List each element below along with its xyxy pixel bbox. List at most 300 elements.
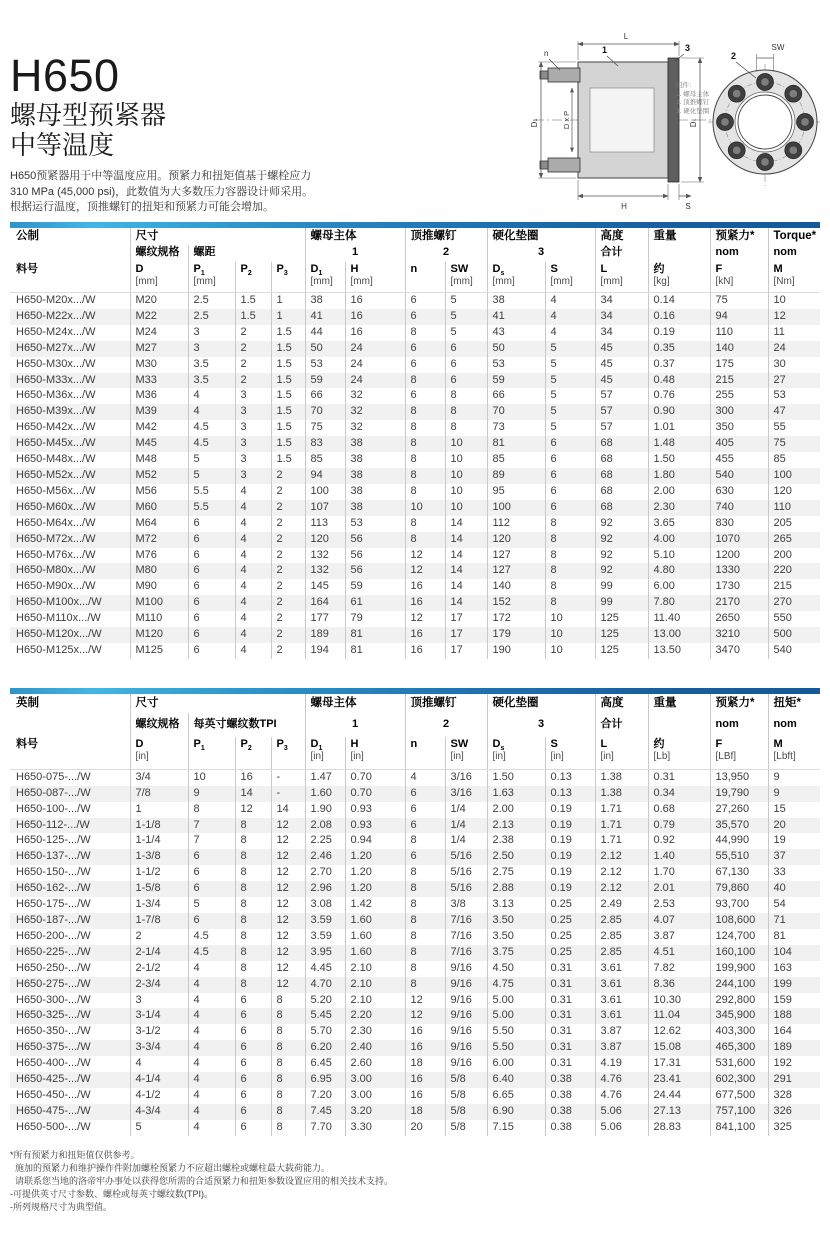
value-cell: 2-1/4 [130,945,188,961]
value-cell: 8 [545,548,595,564]
column-header [648,262,710,293]
value-cell: 4 [405,769,445,785]
value-cell: 14 [445,532,487,548]
value-cell: 220 [768,563,820,579]
value-cell: 10 [768,293,820,309]
value-cell: 6 [405,786,445,802]
value-cell: 28.83 [648,1120,710,1136]
value-cell: 7.80 [648,595,710,611]
value-cell: 8 [271,993,305,1009]
value-cell: 38 [487,293,545,309]
table-row [10,802,820,818]
value-cell: 16 [405,627,445,643]
column-subgroup-header: 3 [487,713,595,737]
value-cell: 14 [235,786,271,802]
value-cell: 4 [235,563,271,579]
column-unit: [in] [135,750,149,762]
column-subgroup-header: 螺距 [188,245,305,262]
column-header [235,262,271,293]
dim-label-S: S [685,202,691,211]
product-subtitle-temp: 中等温度 [10,130,115,160]
value-cell: 1 [271,309,305,325]
value-cell: 4-1/2 [130,1088,188,1104]
value-cell: M24 [130,325,188,341]
column-unit: [in] [310,750,324,762]
imperial-unit-system-label: 英制 [16,696,39,709]
value-cell: 4 [188,1120,235,1136]
value-cell: 2.49 [595,897,648,913]
column-subgroup-header [648,713,710,737]
value-cell: 4.5 [188,436,235,452]
symbol-header-row [10,262,820,293]
value-cell: 2.20 [345,1008,405,1024]
product-title: H650 [10,50,120,101]
value-cell: 4 [188,961,235,977]
value-cell: 0.13 [545,769,595,785]
value-cell: 2-3/4 [130,977,188,993]
table-row [10,1088,820,1104]
column-unit: [in] [492,750,506,762]
value-cell: 1730 [710,579,768,595]
section-view [530,32,740,211]
value-cell: 6 [545,436,595,452]
value-cell: 175 [710,357,768,373]
value-cell: 68 [595,484,648,500]
drawing-svg [528,28,820,218]
value-cell: 2 [271,627,305,643]
value-cell: 1.40 [648,849,710,865]
value-cell: 85 [487,452,545,468]
value-cell: 1.60 [345,929,405,945]
value-cell: 9/16 [445,1008,487,1024]
value-cell: 0.31 [545,1008,595,1024]
part-number-cell: H650-M56x.../W [16,484,96,497]
column-unit: [mm] [350,276,373,287]
value-cell: 2.75 [487,865,545,881]
value-cell: 8.36 [648,977,710,993]
value-cell: 5 [188,897,235,913]
value-cell: 12 [405,993,445,1009]
value-cell: 12 [271,818,305,834]
value-cell: 56 [345,563,405,579]
value-cell: M48 [130,452,188,468]
value-cell: 189 [305,627,345,643]
part-number-cell: H650-112-.../W [10,818,130,834]
value-cell: 57 [595,404,648,420]
value-cell: 2.53 [648,897,710,913]
value-cell: 1.5 [271,388,305,404]
value-cell: 8 [235,977,271,993]
value-cell: 5.06 [595,1104,648,1120]
column-group-header: 顶推螺钉 [405,228,487,245]
value-cell: 8 [545,595,595,611]
value-cell: 38 [345,484,405,500]
value-cell: 8 [271,1088,305,1104]
symbol-header-row [10,737,820,770]
value-cell: 4 [188,1104,235,1120]
value-cell: 152 [487,595,545,611]
value-cell: 9 [768,786,820,802]
column-group-header: 螺母主体 [305,228,405,245]
part-number-cell: H650-M52x.../W [10,468,130,484]
value-cell: 244,100 [710,977,768,993]
value-cell: 4 [235,516,271,532]
value-cell: 2.01 [648,881,710,897]
value-cell: 2 [271,500,305,516]
value-cell: 1.5 [271,341,305,357]
column-header [445,737,487,770]
part-number-cell: H650-M42x.../W [16,421,96,434]
value-cell: 2.5 [188,309,235,325]
value-cell: 8 [235,849,271,865]
value-cell: 2.40 [345,1040,405,1056]
value-cell: - [271,769,305,785]
value-cell: 6 [188,849,235,865]
column-group-header: 高度 [595,228,648,245]
value-cell: 17 [445,627,487,643]
part-number-cell: H650-162-.../W [10,881,130,897]
value-cell: 108,600 [710,913,768,929]
value-cell: 68 [595,468,648,484]
value-cell: 1.01 [648,420,710,436]
value-cell: 1-1/8 [130,818,188,834]
part-number-cell: H650-500-.../W [16,1120,91,1133]
value-cell: M60 [130,500,188,516]
value-cell: 4.51 [648,945,710,961]
value-cell: 1.38 [595,786,648,802]
value-cell: 120 [487,532,545,548]
value-cell: 830 [710,516,768,532]
value-cell: 8 [405,929,445,945]
part-number-cell: H650-M120x.../W [10,627,130,643]
value-cell: 5/8 [445,1072,487,1088]
value-cell: M42 [130,420,188,436]
value-cell: 16 [235,769,271,785]
value-cell: 403,300 [710,1024,768,1040]
value-cell: 100 [487,500,545,516]
value-cell: 3.30 [345,1120,405,1136]
column-subgroup-header: 合计 [595,245,648,262]
value-cell: 1-1/4 [130,833,188,849]
value-cell: 6.95 [305,1072,345,1088]
value-cell: 8 [445,388,487,404]
value-cell: 10 [545,611,595,627]
value-cell: 3.59 [305,913,345,929]
value-cell: 215 [710,373,768,389]
value-cell: 1.47 [305,769,345,785]
value-cell: M52 [130,468,188,484]
value-cell: 6.40 [487,1072,545,1088]
value-cell: 5.70 [305,1024,345,1040]
value-cell: 4 [235,627,271,643]
group-header-row [10,228,820,245]
value-cell: 6 [235,1056,271,1072]
value-cell: M33 [130,373,188,389]
value-cell: 630 [710,484,768,500]
value-cell: M76 [130,548,188,564]
value-cell: 53 [768,388,820,404]
value-cell: 13.50 [648,643,710,659]
value-cell: 2 [271,611,305,627]
value-cell: 500 [768,627,820,643]
footnote-line: 施加的预紧力和维护操作件附加螺栓预紧力不应超出螺栓或螺柱最大载荷能力。 [15,1162,331,1173]
value-cell: 2.85 [595,913,648,929]
value-cell: 4.5 [188,420,235,436]
value-cell: 4.45 [305,961,345,977]
value-cell: 125 [595,643,648,659]
value-cell: 9 [188,786,235,802]
table-row [10,1072,820,1088]
value-cell: 4 [188,1024,235,1040]
metric-table-header [10,228,820,293]
value-cell: 5 [445,325,487,341]
value-cell: 92 [595,516,648,532]
value-cell: 6.00 [487,1056,545,1072]
value-cell: 14 [445,516,487,532]
part-number-cell: H650-M27x.../W [10,341,130,357]
value-cell: 6 [188,548,235,564]
table-row [10,563,820,579]
value-cell: 5 [188,452,235,468]
imperial-table [10,694,820,1136]
value-cell: 4 [235,595,271,611]
value-cell: 0.93 [345,802,405,818]
value-cell: 57 [595,388,648,404]
column-symbol: $P_2$ [240,263,252,278]
value-cell: 83 [305,436,345,452]
value-cell: 2 [271,579,305,595]
value-cell: 66 [487,388,545,404]
value-cell: 3.20 [345,1104,405,1120]
value-cell: 6 [235,1120,271,1136]
value-cell: 53 [345,516,405,532]
column-header [710,737,768,770]
value-cell: 8 [188,802,235,818]
value-cell: 9/16 [445,1056,487,1072]
imperial-section [10,688,820,1136]
value-cell: 20 [405,1120,445,1136]
value-cell: 16 [405,595,445,611]
dim-label-SW: SW [771,43,785,52]
table-row [10,548,820,564]
value-cell: 1.71 [595,833,648,849]
value-cell: 125 [595,611,648,627]
column-group-header: 扭矩* [768,694,820,713]
column-symbol: 约 [653,263,665,275]
technical-drawing [528,28,820,218]
value-cell: 8 [271,1104,305,1120]
column-subgroup-header: nom [768,245,820,262]
value-cell: 12 [768,309,820,325]
value-cell: 0.19 [648,325,710,341]
value-cell: 8 [271,1056,305,1072]
value-cell: 2.88 [487,881,545,897]
value-cell: 3.59 [305,929,345,945]
value-cell: 38 [345,468,405,484]
value-cell: 140 [487,579,545,595]
value-cell: 95 [487,484,545,500]
value-cell: 100 [768,468,820,484]
part-number-cell: H650-350-.../W [16,1025,91,1038]
value-cell: 3 [188,341,235,357]
value-cell: 8 [235,913,271,929]
value-cell: 24 [345,357,405,373]
value-cell: 132 [305,563,345,579]
value-cell: 12.62 [648,1024,710,1040]
value-cell: M90 [130,579,188,595]
column-symbol: $P_3$ [276,263,288,278]
value-cell: 0.93 [345,818,405,834]
value-cell: 4.76 [595,1088,648,1104]
value-cell: 45 [595,373,648,389]
value-cell: 43 [487,325,545,341]
value-cell: 0.76 [648,388,710,404]
value-cell: 4 [188,993,235,1009]
value-cell: 47 [768,404,820,420]
value-cell: 0.38 [545,1072,595,1088]
column-symbol: $D_s$ [492,737,505,753]
column-header [405,737,445,770]
value-cell: 18 [405,1104,445,1120]
value-cell: 1.60 [345,945,405,961]
value-cell: 17 [445,643,487,659]
value-cell: 8 [235,818,271,834]
value-cell: 6.20 [305,1040,345,1056]
table-row [10,881,820,897]
value-cell: 27,260 [710,802,768,818]
value-cell: 3.5 [188,373,235,389]
value-cell: 0.31 [545,1024,595,1040]
callout-1: 1 [602,45,608,55]
value-cell: 127 [487,548,545,564]
value-cell: 6 [405,818,445,834]
value-cell: 7.45 [305,1104,345,1120]
value-cell: 6 [188,532,235,548]
value-cell: 841,100 [710,1120,768,1136]
column-symbol: n [410,263,418,275]
legend-item: 3. 硬化垫圈 [676,107,710,115]
column-unit: [in] [350,750,364,762]
column-unit: [mm] [450,276,473,287]
value-cell: 10 [445,484,487,500]
value-cell: 5/16 [445,849,487,865]
table-row [10,913,820,929]
value-cell: 0.37 [648,357,710,373]
value-cell: 4 [188,1008,235,1024]
value-cell: 4.19 [595,1056,648,1072]
value-cell: 740 [710,500,768,516]
table-row [10,961,820,977]
value-cell: 6 [188,881,235,897]
table-row [10,1056,820,1072]
value-cell: 5.50 [487,1024,545,1040]
part-number-cell: H650-M30x.../W [16,357,96,370]
value-cell: 4-3/4 [130,1104,188,1120]
value-cell: 3 [235,452,271,468]
column-group-header: 预紧力* [710,228,768,245]
value-cell: 4 [235,579,271,595]
value-cell: 10 [445,500,487,516]
value-cell: 0.38 [545,1088,595,1104]
value-cell: 3.87 [648,929,710,945]
callout-2: 2 [731,51,737,61]
value-cell: 16 [405,579,445,595]
value-cell: 3.87 [595,1024,648,1040]
value-cell: 2 [271,532,305,548]
value-cell: 6 [545,500,595,516]
thread-bore-shape [590,88,654,152]
value-cell: 56 [345,548,405,564]
value-cell: 3.61 [595,977,648,993]
value-cell: 0.19 [545,849,595,865]
value-cell: 12 [271,833,305,849]
table-row [10,452,820,468]
value-cell: 455 [710,452,768,468]
table-row [10,849,820,865]
column-symbol: $P_2$ [240,737,252,753]
column-symbol: S [550,263,558,275]
value-cell: 38 [345,500,405,516]
value-cell: 125 [595,627,648,643]
value-cell: 4 [235,611,271,627]
value-cell: 189 [768,1040,820,1056]
part-number-cell: H650-M20x.../W [16,294,96,306]
part-number-cell: H650-M64x.../W [16,516,96,529]
value-cell: 2 [235,357,271,373]
value-cell: 1070 [710,532,768,548]
table-row [10,945,820,961]
value-cell: 2 [271,516,305,532]
column-unit: [mm] [310,276,333,287]
value-cell: 325 [768,1120,820,1136]
value-cell: 465,300 [710,1040,768,1056]
value-cell: 2 [271,595,305,611]
value-cell: 4 [235,500,271,516]
value-cell: 8 [405,881,445,897]
value-cell: 2.10 [345,993,405,1009]
bore-shape [738,95,792,149]
column-symbol: H [350,737,359,750]
description-line: 310 MPa (45,000 psi)，此数值为大多数压力容器设计师采用。 [10,185,314,198]
column-subgroup-header: 螺纹规格 [130,713,188,737]
metric-section [10,222,820,659]
value-cell: 68 [595,500,648,516]
table-row [10,769,820,785]
part-number-cell: H650-M45x.../W [10,436,130,452]
value-cell: 2 [271,563,305,579]
column-header [130,737,188,770]
table-row [10,595,820,611]
column-subgroup-header: nom [768,713,820,737]
value-cell: 110 [768,500,820,516]
value-cell: 59 [345,579,405,595]
value-cell: 8 [271,1008,305,1024]
value-cell: 0.38 [545,1120,595,1136]
column-symbol: F [715,737,723,750]
value-cell: M110 [130,611,188,627]
column-header [768,262,820,293]
column-header [648,737,710,770]
column-unit: [mm] [135,276,158,287]
column-group-header: 尺寸 [130,228,305,245]
value-cell: 24 [345,373,405,389]
value-cell: 7/16 [445,929,487,945]
column-subgroup-header: 2 [405,245,487,262]
value-cell: 6 [235,1024,271,1040]
imperial-table-header [10,694,820,770]
value-cell: 44,990 [710,833,768,849]
part-number-cell: H650-M100x.../W [10,595,130,611]
